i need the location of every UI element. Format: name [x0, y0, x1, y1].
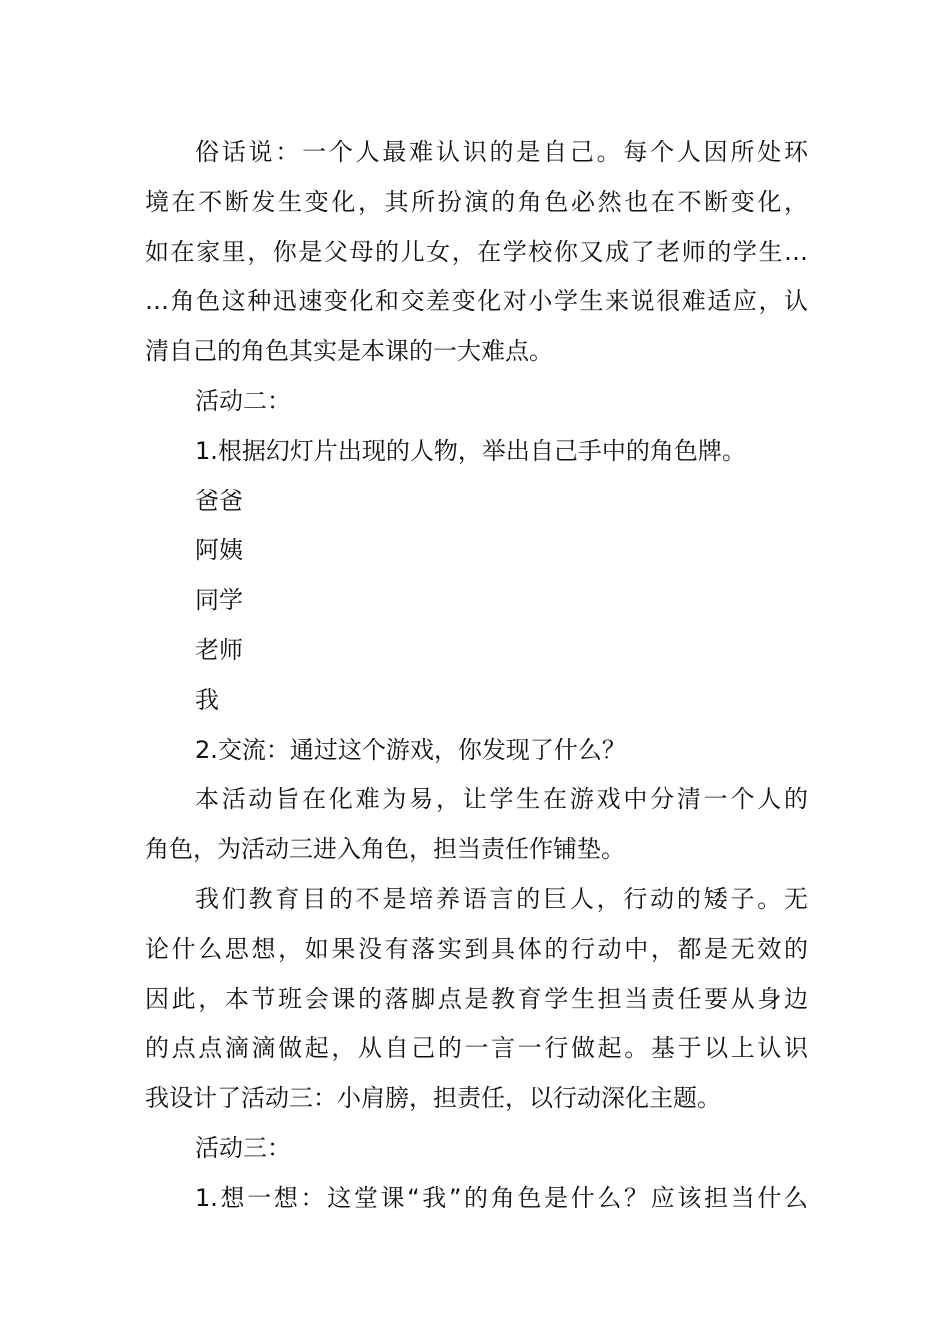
paragraph-line: 如在家里，你是父母的儿女，在学校你又成了老师的学生… [145, 237, 808, 266]
paragraph-line: 1.想一想：这堂课“我”的角色是什么？应该担当什么 [195, 1183, 808, 1212]
paragraph-line: 2.交流：通过这个游戏，你发现了什么？ [195, 735, 626, 764]
paragraph-line: 我设计了活动三：小肩膀，担责任，以行动深化主题。 [145, 1084, 721, 1113]
activity-heading: 活动二： [195, 386, 291, 415]
paragraph-line: 角色，为活动三进入角色，担当责任作铺垫。 [145, 835, 625, 864]
paragraph-line: 本活动旨在化难为易，让学生在游戏中分清一个人的 [195, 785, 808, 814]
role-item: 我 [195, 685, 219, 714]
paragraph-line: 我们教育目的不是培养语言的巨人，行动的矮子。无 [195, 884, 808, 913]
paragraph-line: 清自己的角色其实是本课的一大难点。 [145, 337, 553, 366]
role-item: 同学 [195, 586, 243, 615]
document-body [145, 128, 808, 1224]
paragraph-line: 境在不断发生变化，其所扮演的角色必然也在不断变化， [145, 187, 808, 216]
role-item: 爸爸 [195, 486, 243, 515]
paragraph-line: 1.根据幻灯片出现的人物，举出自己手中的角色牌。 [195, 436, 746, 465]
paragraph-line: …角色这种迅速变化和交差变化对小学生来说很难适应，认 [145, 287, 808, 316]
activity-heading: 活动三： [195, 1133, 291, 1162]
paragraph-line: 论什么思想，如果没有落实到具体的行动中，都是无效的 [145, 934, 808, 963]
role-item: 阿姨 [195, 536, 243, 565]
paragraph-line: 俗话说：一个人最难认识的是自己。每个人因所处环 [195, 138, 808, 166]
paragraph-line: 因此，本节班会课的落脚点是教育学生担当责任要从身边 [145, 984, 808, 1013]
paragraph-line: 的点点滴滴做起，从自己的一言一行做起。基于以上认识 [145, 1034, 808, 1063]
role-item: 老师 [195, 635, 243, 664]
